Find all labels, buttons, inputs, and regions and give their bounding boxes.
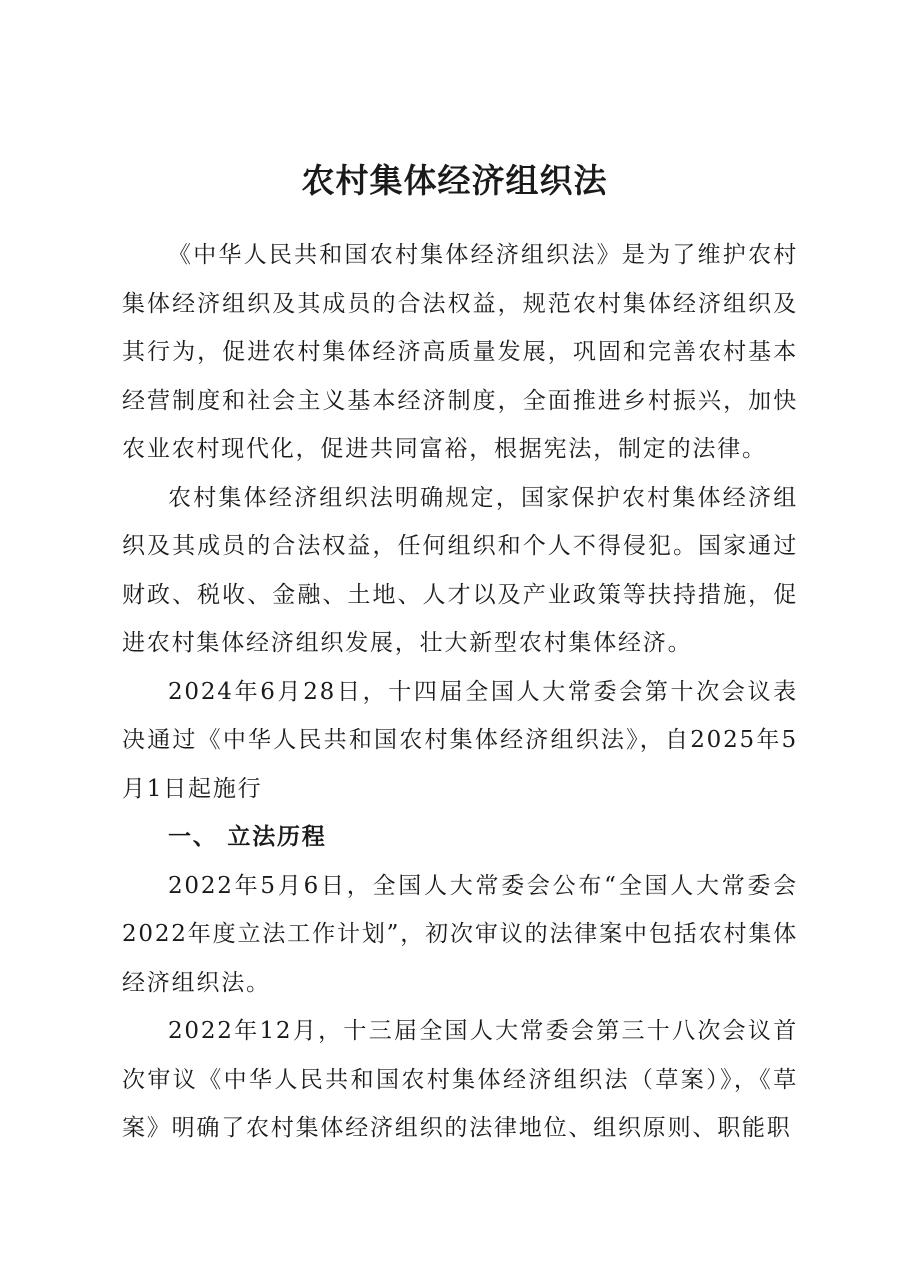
document-title: 农村集体经济组织法 [301,161,608,200]
paragraph-intro: 《中华人民共和国农村集体经济组织法》是为了维护农村集体经济组织及其成员的合法权益，规范农村集体经济组织及其行为，促进农村集体经济高质量发展，巩固和完善农村基本经营制度和社会主义基本经济制度，全面推进乡村振兴，加快农业农村现代化，促进共同富裕，根据宪法，制定的法律。 [122,242,798,462]
paragraph-protection: 农村集体经济组织法明确规定，国家保护农村集体经济组织及其成员的合法权益，任何组织和个人不得侵犯。国家通过财政、税收、金融、土地、人才以及产业政策等扶持措施，促进农村集体经济组织发展，壮大新型农村集体经济。 [122,484,798,656]
paragraph-history-2022-may: 2022年5月6日，全国人大常委会公布“全国人大常委会2022年度立法工作计划”，初次审议的法律案中包括农村集体经济组织法。 [122,872,798,996]
section-heading: 一、 立法历程 [168,824,327,850]
document-body [122,231,798,1153]
paragraph-history-2022-dec: 2022年12月，十三届全国人大常委会第三十八次会议首次审议《中华人民共和国农村集体经济组织法（草案）》，《草案》明确了农村集体经济组织的法律地位、组织原则、职能职 [122,1018,798,1141]
paragraph-adoption: 2024年6月28日，十四届全国人大常委会第十次会议表决通过《中华人民共和国农村集体经济组织法》，自2025年5月1日起施行 [122,678,798,802]
